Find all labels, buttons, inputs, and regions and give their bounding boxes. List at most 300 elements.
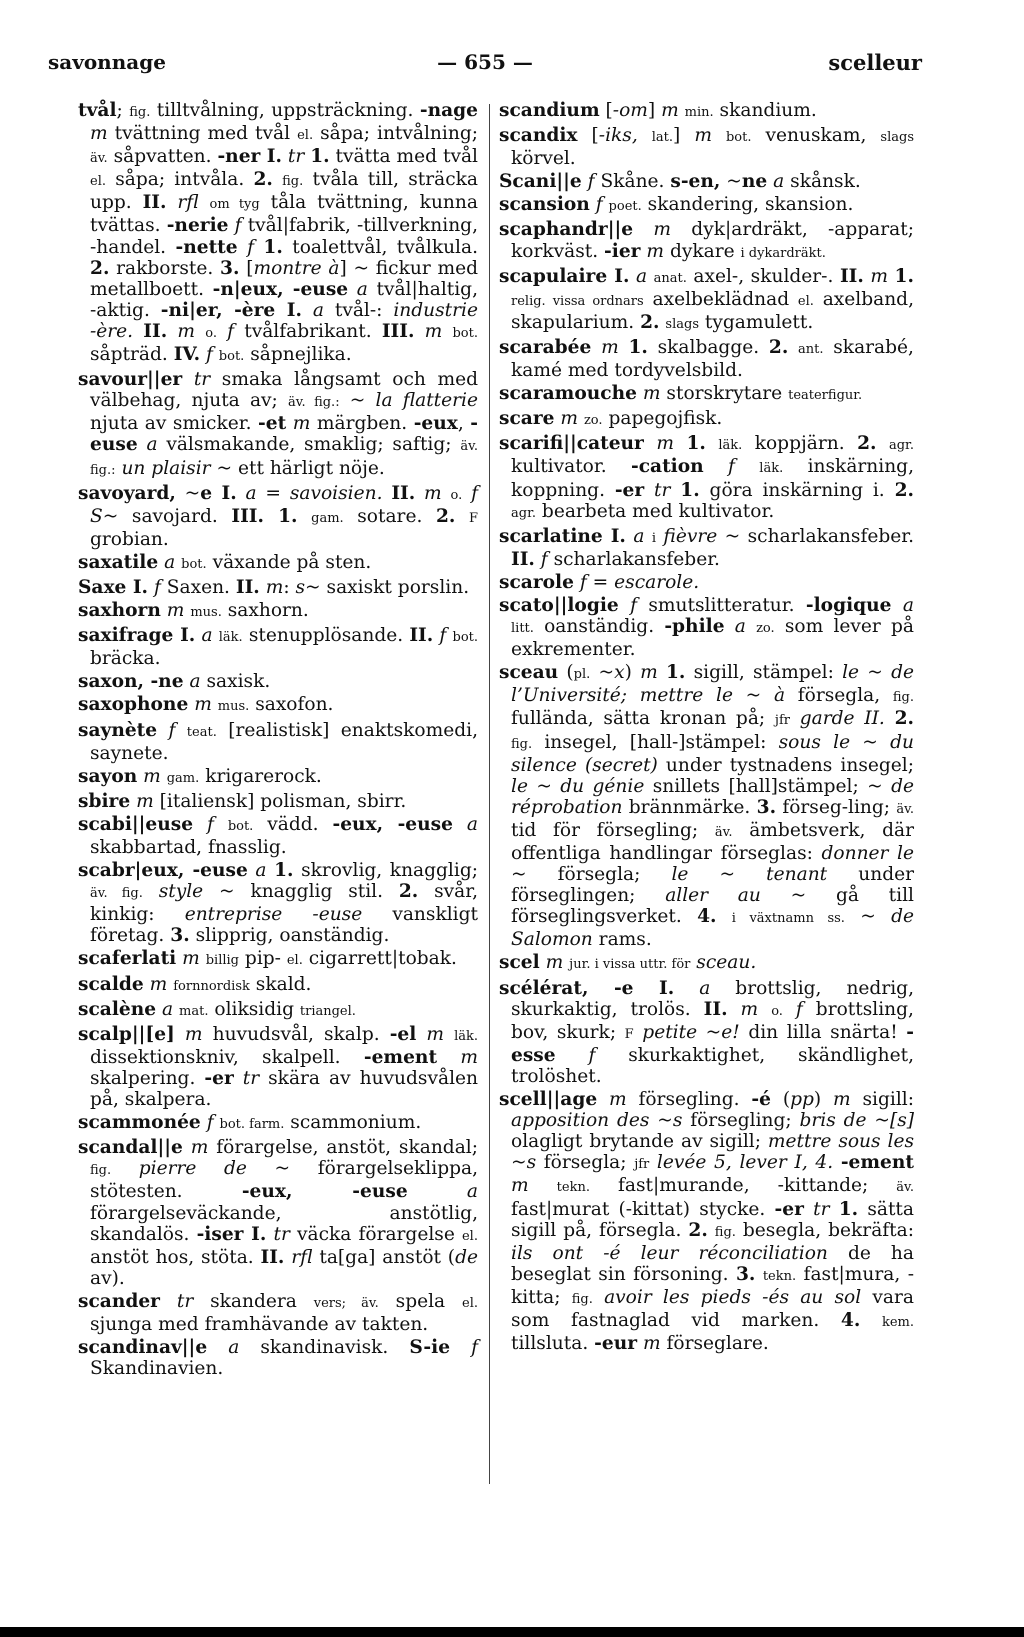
entry-text [735,456,759,477]
entry-text: rams. [592,929,652,951]
entry-text [860,1310,882,1331]
dictionary-entry [499,383,914,406]
headword-text: scato||logie [499,594,619,616]
headword-text: 4. [840,1309,861,1331]
entry-text: tvätta med tvål [329,146,478,168]
headword-text: scabi||euse [78,813,194,835]
entry-text: försegling; [682,1110,800,1132]
entry-text: montre à [253,257,340,279]
label-text: el. [90,174,106,190]
dictionary-entry [499,171,914,192]
label-text: äv. [714,824,733,840]
entry-text: f [595,194,603,216]
headword-text: -er [774,1198,804,1220]
entry-text: inskärning, koppning. [511,456,914,501]
entry-text: brännmärke. [622,796,757,818]
entry-text: av). [90,1267,125,1289]
entry-text: ] [647,100,662,121]
headword-text: scandix [499,125,578,147]
headword-text: scarole [499,571,574,593]
entry-text [670,480,680,501]
entry-text: f [795,998,803,1020]
entry-text: storskrytare [660,383,789,405]
entry-text: ämbetsverk, där offentliga handlingar förseglas: [511,819,914,864]
entry-text [788,337,798,358]
label-text: äv. fig.: [90,439,478,478]
label-text: poet. [608,199,642,215]
entry-text [416,1024,426,1045]
dictionary-entry [499,952,914,975]
entry-text: f [588,1044,596,1066]
entry-text: väcka förargelse [289,1223,462,1245]
dictionary-entry [499,194,914,217]
entry-text: le ~ du génie [511,775,645,797]
entry-text: cigarrett|tobak. [302,948,457,970]
label-text: agr. [511,505,536,521]
entry-text: ~ [339,390,376,412]
label-text: triangel. [299,1003,356,1019]
entry-text: fast|murat (-kittat) stycke. [511,1198,775,1220]
label-text: teat. [186,724,217,740]
headword-text: ne [741,171,768,193]
entry-text: = [256,482,290,504]
entry-text: tr [273,1223,290,1245]
entry-text: m [90,123,108,145]
entry-text [234,1068,243,1089]
entry-text: [ [239,257,254,279]
entry-text [462,483,471,504]
entry-text: style [158,881,204,903]
headword-text: scandium [499,100,600,121]
label-text: om tyg [209,197,260,213]
entry-text: ~ [175,482,201,504]
entry-text: dykare [664,240,741,262]
entry-text: m [640,662,658,684]
entry-text: ~ [590,662,615,684]
entry-text: kultivator. [511,456,631,478]
entry-text [175,720,186,741]
entry-text [237,483,246,504]
label-text: agr. [888,438,914,454]
headword-text: scander [78,1290,160,1312]
headword-text: II. [142,192,167,214]
dictionary-entry [78,1112,478,1135]
entry-text: m [136,790,154,812]
entry-text: skarabé, kamé med tordyvelsbild. [511,336,914,382]
headword-text: 2. [894,479,914,501]
entry-text [442,483,451,504]
entry-text: a [773,171,785,193]
entry-text: skånsk. [784,171,861,193]
entry-text: ( [770,1089,791,1111]
entry-text: saxhorn. [221,600,309,622]
entry-text: besegla, bekräfta: [735,1219,914,1241]
entry-text: f [205,344,213,366]
entry-text: Skåne. [594,171,671,193]
entry-text: -om [612,100,648,121]
entry-text: m [166,600,185,622]
entry-text: tvålfabrikant. [234,320,382,342]
entry-text [414,321,424,342]
entry-text [529,1175,557,1196]
entry-text [182,369,194,390]
entry-text [207,1337,228,1358]
label-text: fig. [282,174,304,190]
entry-text [619,337,629,358]
headword-text: -logique [805,594,892,616]
headword-text: saxophone [78,694,189,716]
entry-text: tr [654,479,671,501]
dictionary-entry [499,337,914,381]
headword-text: -n|eux, -euse [212,278,349,300]
entry-text [877,433,889,454]
dictionary-entry [499,1089,914,1354]
label-text: slags [880,130,914,146]
entry-text [217,321,227,342]
entry-text [633,219,653,240]
entry-text [708,1220,715,1241]
entry-text: Saxen. [160,576,236,598]
headword-text: -euse [90,413,478,456]
entry-text: m [177,320,196,342]
label-text: i [651,530,656,546]
entry-text: m [653,219,672,241]
label-text: min. [684,105,714,120]
label-text: bot. [725,130,752,146]
entry-text: insegel, [hall-]stämpel: [532,731,779,753]
headword-text: Saxe I. [78,576,149,598]
header-right-guideword: scelleur [828,50,922,75]
entry-text: njuta av smicker. [90,413,259,435]
label-text: teaterfigur. [788,388,863,404]
entry-text: växande på sten. [206,551,372,573]
entry-text [885,708,895,729]
label-text: bot. [227,818,254,834]
entry-text [597,1089,609,1110]
headword-text: 1. [894,265,914,287]
label-text: äv. fig.: [287,395,340,411]
entry-text: tvål|haltig, -aktig. [90,278,478,321]
entry-text: tvåla till, sträcka upp. [90,169,478,214]
headword-text: -et [258,413,287,435]
entry-text: försegling. [626,1089,752,1111]
headword-text: II. [511,548,535,570]
entry-text: bearbeta med kultivator. [536,500,775,522]
entry-text: tåla tvättning, kunna tvättas. [90,192,478,237]
headword-text: II. [235,576,260,598]
dictionary-entry [78,720,478,764]
dictionary-entry [499,408,914,431]
entry-text [273,169,282,190]
dictionary-entry [499,662,914,950]
entry-text: tr [193,369,211,391]
headword-text: scare [499,408,555,430]
entry-text: m [424,320,443,342]
entry-text: a [201,625,213,647]
headword-text: 1. [263,236,283,258]
entry-text: m [740,998,759,1020]
entry-text: skrovlig, knagglig; [293,860,478,882]
dictionary-entry [78,814,478,858]
dictionary-entry [499,219,914,263]
entry-text: a [245,482,257,504]
headword-text: -el [389,1023,417,1045]
page-header [48,50,922,86]
entry-text: apposition des ~s [511,1110,683,1132]
entry-text: axelbeklädnad [643,288,798,310]
entry-text: smutslitteratur. [636,594,806,616]
entry-text: ~ scharlakansfeber. [717,525,914,547]
entry-text: escarole. [614,571,700,593]
entry-text [755,1264,762,1285]
entry-text: koppjärn. [742,433,858,455]
entry-text [199,192,210,213]
headword-text: scabr|eux, -euse [78,860,248,882]
entry-text [238,237,247,258]
label-text: äv. fig. [90,886,143,902]
headword-text: -nerie [166,215,229,237]
entry-text: le ~ de l’Université; mettre le ~ à [511,662,914,707]
entry-text: le ~ tenant [671,864,828,886]
dictionary-entry [78,1024,478,1110]
entry-text: saxiskt porslin. [320,576,470,598]
headword-text: 2. [857,433,877,455]
label-text: o. [771,1003,783,1019]
entry-text: m [646,240,665,262]
entry-text: sotare. [343,505,436,527]
entry-text: ta[ga] anstöt ( [312,1246,456,1268]
entry-text: f [630,594,637,616]
headword-text: 2. [688,1219,708,1241]
headword-text: scell||age [499,1089,598,1111]
entry-text: skurkaktighet, skändlighet, trolöshet. [511,1044,914,1087]
entry-text: olagligt brytande av sigill; [511,1131,768,1153]
entry-text: såpnejlika. [244,344,352,366]
label-text: jfr [634,1157,650,1173]
headword-text: scalène [78,998,157,1020]
entry-text: tillsluta. [511,1333,595,1355]
entry-text [166,192,177,213]
entry-text: sjunga med framhävande av takten. [90,1313,429,1335]
entry-text: a [635,265,648,287]
entry-text: tvättning med tvål [107,123,298,145]
entry-text: oliksidig [208,998,300,1020]
entry-text: de [455,1246,478,1268]
headword-text: 1. [680,479,700,501]
entry-text: smaka långsamt och med välbehag, njuta av; [90,369,478,412]
entry-text: m [642,1333,661,1355]
entry-text: a [162,998,174,1020]
entry-text: sigill: [850,1089,914,1111]
entry-text: a [312,299,324,321]
dictionary-entry [78,552,478,575]
dictionary-entry [78,625,478,669]
headword-text: -eux [413,413,458,435]
entry-text [133,321,143,342]
entry-text [195,321,205,342]
entry-text [183,1137,191,1158]
entry-text [298,506,312,527]
headword-text: scaramouche [499,383,637,405]
entry-text: tr [287,146,305,168]
entry-text: ( [558,662,574,684]
entry-text: m [292,413,311,435]
label-text: el. [461,1228,478,1244]
entry-text: förseg-ling; [776,796,897,818]
label-text: anat. [653,270,687,286]
entry-text [267,860,275,881]
label-text: relig. vissa ordnars [511,293,644,309]
entry-text [157,720,168,741]
entry-text: tr [242,1067,260,1089]
entry-text: a [699,977,711,999]
entry-text: snillets [hall]stämpel; ~ [644,775,892,797]
entry-text: rfl [177,192,199,214]
label-text: läk. [218,630,243,646]
entry-text: tr [176,1290,194,1312]
page-number: — 655 — [437,50,533,74]
label-text: el. [297,128,314,144]
entry-text: la flatterie [375,390,478,412]
dictionary-entry [78,974,478,997]
headword-text: 1. [665,662,686,684]
entry-text [674,978,699,999]
entry-text: a [189,671,201,693]
entry-text: m [149,973,168,995]
entry-text [455,506,469,527]
entry-text: m [190,1137,209,1159]
label-text: litt. [511,621,534,637]
entry-text: förargelseväckande, anstötlig, skandalös. [90,1202,478,1245]
entry-text: sous le ~ du silence (secret) [511,731,914,776]
entry-text: fast|mura, -kitta; [511,1263,914,1308]
entry-text: f [168,719,176,741]
entry-text: huvudsvål, skalp. [202,1023,390,1045]
label-text: kem. [881,1314,914,1330]
label-text: lat. [651,130,674,146]
entry-text: = [586,571,615,593]
headword-text: -cation [630,456,704,478]
entry-text [892,595,903,616]
entry-text: m [609,1089,627,1111]
entry-text: f [207,813,214,835]
entry-text: f [540,548,548,570]
entry-text: m [143,765,161,787]
headword-text: saxifrage I. [78,625,196,647]
label-text: bot. [218,349,245,365]
entry-text [408,1181,467,1202]
entry-text: a [734,616,746,638]
label-text: o. [205,325,217,341]
dictionary-entry [499,125,914,169]
headword-text: 3. [220,257,240,279]
entry-text: skandinavisk. [239,1337,410,1359]
dictionary-entry [78,999,478,1022]
dictionary-entry [78,791,478,812]
entry-text: förargelse, anstöt, skandal; [208,1137,478,1159]
label-text: zo. [756,621,775,637]
entry-text: a [902,594,914,616]
headword-text: saynète [78,719,158,741]
headword-text: -ement [363,1046,438,1068]
entry-text [829,1199,838,1220]
column-divider [489,104,490,1484]
entry-text: bräcka. [90,648,161,670]
label-text: fornnordisk [173,978,250,994]
entry-text [143,881,159,902]
headword-text: sayon [78,765,138,787]
headword-text: 1. [628,336,648,358]
headword-text: -er [204,1067,234,1089]
entry-text: dyk|ardräkt, -apparat; korkväst. [511,219,914,262]
entry-text: vara som fastnaglad vid marken. [511,1286,914,1331]
entry-text: m [601,336,619,358]
entry-text: mettre sous les ~s [511,1131,914,1174]
headword-text: 2. [253,169,273,191]
entry-text: ] ~ fickur med metallboett. [90,257,478,300]
entry-text: tid för försegling; [511,819,715,841]
headword-text: scammonée [78,1112,201,1134]
entry-text: avoir les pieds -és au sol [604,1286,862,1308]
entry-text: a [164,551,176,573]
entry-text [758,999,771,1020]
headword-text: scaphandr||e [499,219,634,241]
headword-text: 4. [697,906,717,928]
entry-text: stenupplösande. [242,625,410,647]
entry-text [717,906,732,927]
dictionary-entry [78,369,478,480]
label-text: mus. [217,699,250,715]
entry-text: såpträd. [90,344,174,366]
entry-text: tr [813,1198,830,1220]
entry-text [453,814,467,835]
entry-text: m [194,694,212,716]
entry-text [450,1337,471,1358]
entry-text [193,814,207,835]
entry-text [619,595,630,616]
headword-text: -eux, -euse [241,1181,408,1203]
label-text: pl. [573,667,591,683]
entry-text: ~ [844,906,892,928]
entry-text: m [426,1023,445,1045]
dictionary-entry [78,1291,478,1335]
label-text: vers; äv. [313,1295,379,1311]
headword-text: 3. [756,796,777,818]
headword-text: 2. [640,311,660,333]
entry-text: scharlakansfeber. [547,548,720,570]
label-text: fig. [714,1224,736,1240]
label-text: äv. [896,801,914,817]
entry-text: tygamulett. [699,311,814,333]
label-text: fig. [892,690,914,706]
entry-text: körvel. [511,148,576,170]
entry-text: pierre de [138,1158,247,1180]
headword-text: II. [260,1246,285,1268]
entry-text: pip- [239,948,287,970]
entry-text: f [153,576,161,598]
entry-text [167,321,177,342]
label-text: jur. i vissa uttr. för [569,957,691,973]
entry-text: skandering, skansion. [641,194,854,216]
entry-text: fullända, sätta kronan på; [511,708,775,730]
entry-text [649,1152,657,1173]
entry-text [674,433,686,454]
entry-text: ~ [720,171,742,193]
entry-text: m [656,433,674,455]
entry-text: såpvatten. [107,146,218,168]
entry-text: fast|murande, -kittande; [589,1175,897,1197]
entry-text: vanskligt företag. [90,904,478,947]
